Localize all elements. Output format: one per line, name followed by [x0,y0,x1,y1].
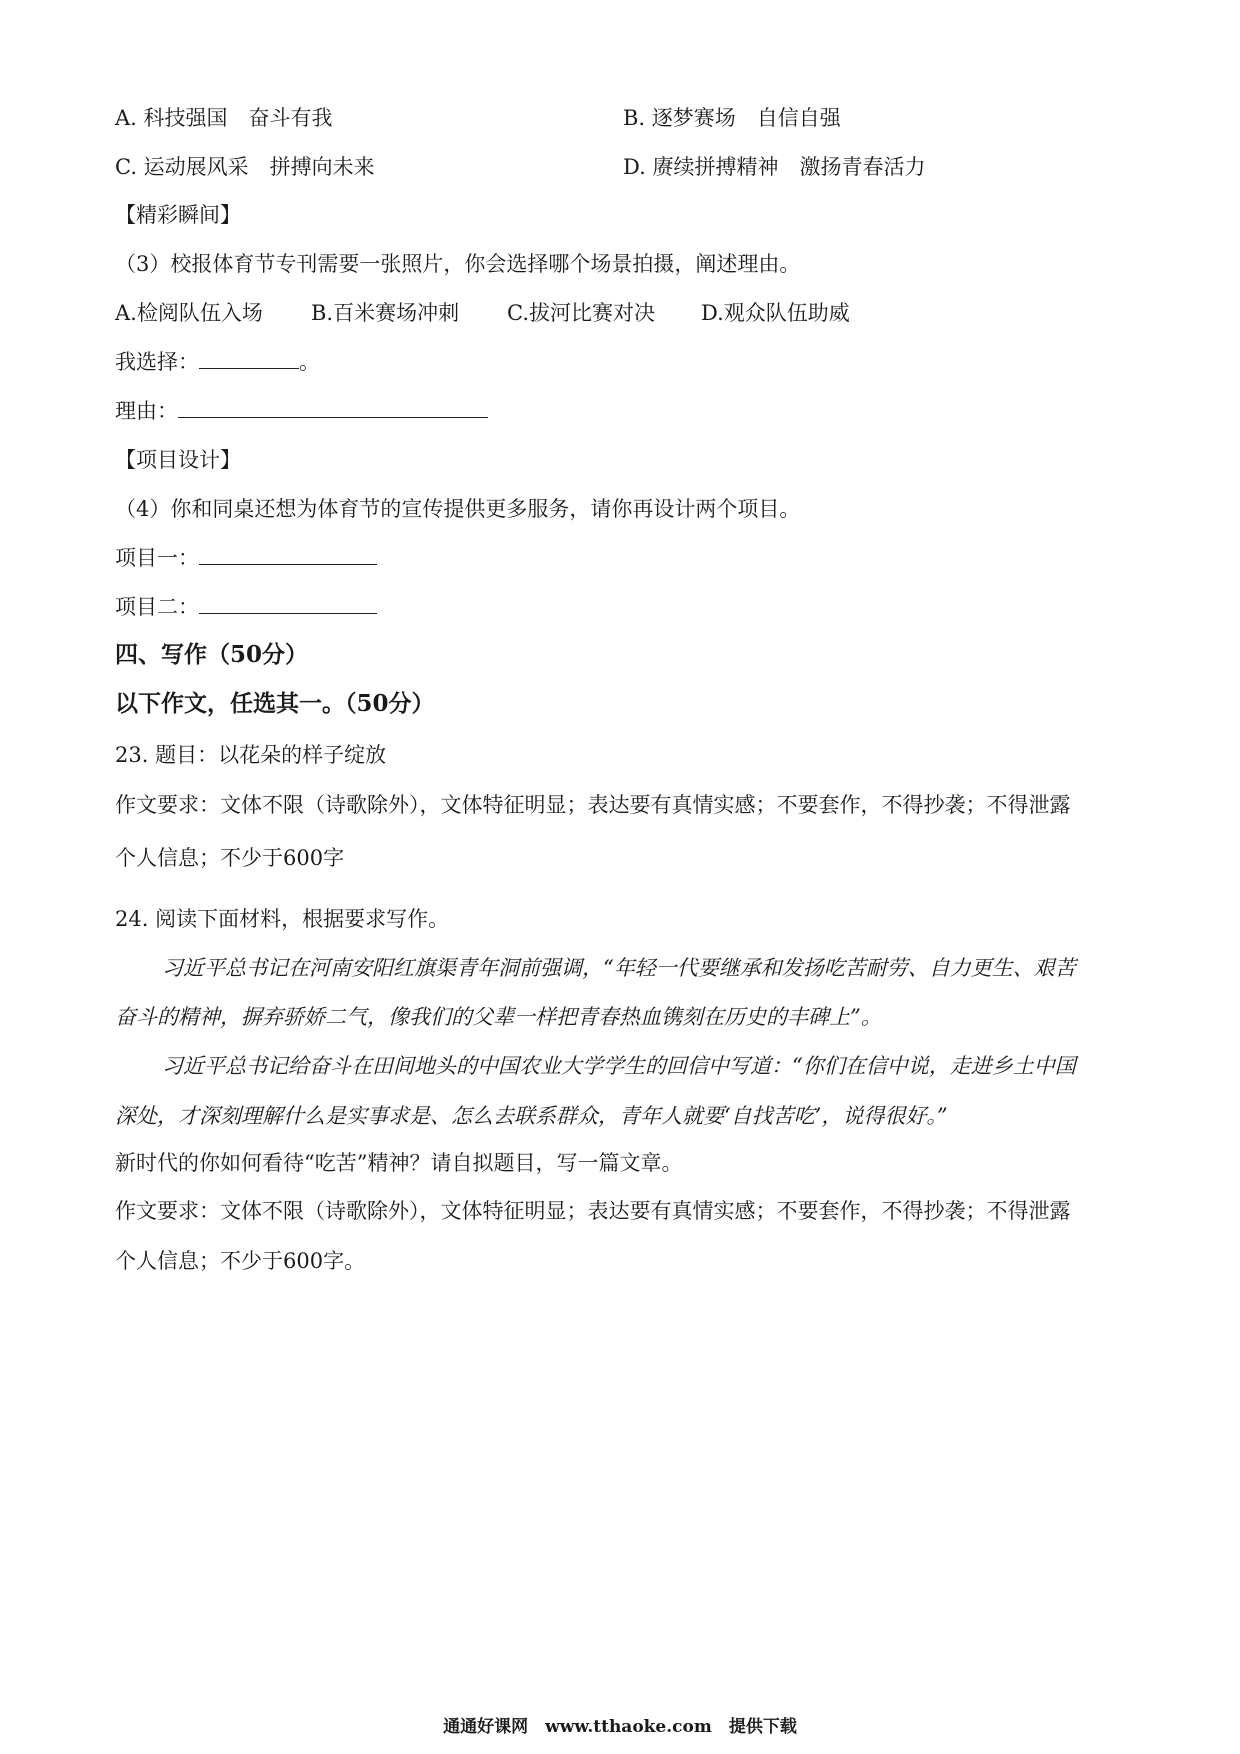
q2-option-d: D. 赓续拼搏精神 激扬青春活力 [623,155,926,179]
q23-req-line1: 作文要求：文体不限（诗歌除外），文体特征明显；表达要有真情实感；不要套作，不得抄袭；不得泄露 [115,793,1071,817]
writing-heading: 四、写作（50分） [115,641,309,668]
q4-item1-row [115,543,377,573]
q2-option-a: A. 科技强国 奋斗有我 [115,106,333,130]
q3-reason-row [115,396,488,426]
q24-para2-line1: 习近平总书记给奋斗在田间地头的中国农业大学学生的回信中写道：“你们在信中说，走进乡土中国 [162,1054,1076,1078]
q24-question: 新时代的你如何看待“吃苦”精神？请自拟题目，写一篇文章。 [115,1151,683,1175]
q24-req-line1: 作文要求：文体不限（诗歌除外），文体特征明显；表达要有真情实感；不要套作，不得抄袭；不得泄露 [115,1199,1071,1223]
q3-prompt: （3）校报体育节专刊需要一张照片，你会选择哪个场景拍摄，阐述理由。 [115,252,801,276]
q4-prompt: （4）你和同桌还想为体育节的宣传提供更多服务，请你再设计两个项目。 [115,497,801,521]
q3-option-c: C.拔河比赛对决 [507,301,655,325]
q2-options-row2 [115,152,925,182]
q4-item1-blank[interactable] [199,544,377,565]
q4-item2-blank[interactable] [199,593,377,614]
q3-choose-label: 我选择： [115,350,199,374]
writing-subheading: 以下作文，任选其一。（50分） [115,690,435,717]
q3-reason-blank[interactable] [178,397,488,418]
q24-intro: 24. 阅读下面材料，根据要求写作。 [115,907,450,931]
q3-choose-end: 。 [299,350,320,374]
q3-options [115,298,850,328]
q3-choose-blank[interactable] [199,348,299,369]
page-footer: 通通好课网 www.tthaoke.com 提供下载 [443,1717,797,1737]
section-heading-moment: 【精彩瞬间】 [115,203,241,227]
q2-option-c: C. 运动展风采 拼搏向未来 [115,155,375,179]
q2-options-row1 [115,103,841,133]
q3-reason-label: 理由： [115,399,178,423]
q24-para2-line2: 深处，才深刻理解什么是实事求是、怎么去联系群众，青年人就要‘自找苦吃’，说得很好。” [115,1104,948,1128]
q3-choose-row [115,347,320,377]
q3-option-b: B.百米赛场冲刺 [311,301,460,325]
q4-item2-row [115,592,377,622]
q23-title: 23. 题目：以花朵的样子绽放 [115,743,387,767]
q3-option-a: A.检阅队伍入场 [115,301,263,325]
q24-req-line2: 个人信息；不少于600字。 [115,1249,366,1273]
q24-para1-line2: 奋斗的精神，摒弃骄娇二气，像我们的父辈一样把青春热血镌刻在历史的丰碑上”。 [115,1005,882,1029]
q4-item1-label: 项目一： [115,546,199,570]
q24-para1-line1: 习近平总书记在河南安阳红旗渠青年洞前强调，“年轻一代要继承和发扬吃苦耐劳、自力更生、艰苦 [162,956,1076,980]
section-heading-project: 【项目设计】 [115,448,241,472]
q2-option-b: B. 逐梦赛场 自信自强 [623,106,841,130]
q3-option-d: D.观众队伍助威 [701,301,850,325]
q23-req-line2: 个人信息；不少于600字 [115,846,345,870]
q4-item2-label: 项目二： [115,595,199,619]
